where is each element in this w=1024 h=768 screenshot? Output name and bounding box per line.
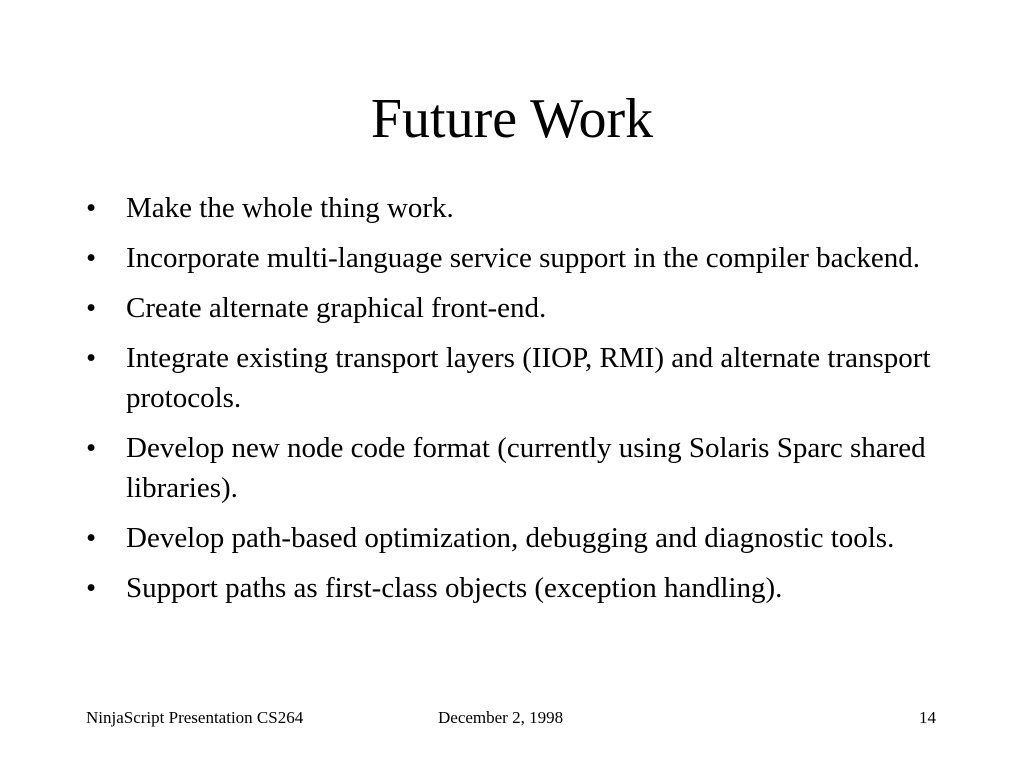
bullet-text: Create alternate graphical front-end. [126,292,547,324]
footer-date: December 2, 1998 [438,708,564,727]
bullet-text: Integrate existing transport layers (IIOP, RMI) and alternate transport protocols. [126,342,931,414]
bullet-item [86,288,956,328]
bullet-marker: • [86,242,97,274]
bullet-marker: • [86,192,97,224]
bullet-text: Make the whole thing work. [126,192,454,224]
bullet-list [86,188,956,618]
footer-presentation-name: NinjaScript Presentation CS264 [86,708,304,727]
bullet-text: Support paths as first-class objects (exception handling). [126,572,783,604]
bullet-marker: • [86,522,97,554]
bullet-item [86,518,956,558]
bullet-item [86,568,956,608]
bullet-item [86,338,956,418]
bullet-text: Develop new node code format (currently using Solaris Sparc shared libraries). [126,432,926,504]
slide-title: Future Work [370,88,654,150]
bullet-text: Incorporate multi-language service support in the compiler backend. [126,242,920,274]
bullet-text: Develop path-based optimization, debugging and diagnostic tools. [126,522,895,554]
bullet-marker: • [86,572,97,604]
bullet-item [86,428,956,508]
bullet-item [86,238,956,278]
bullet-marker: • [86,342,97,374]
bullet-marker: • [86,432,97,464]
bullet-marker: • [86,292,97,324]
footer-page-number: 14 [919,708,936,727]
bullet-item [86,188,956,228]
